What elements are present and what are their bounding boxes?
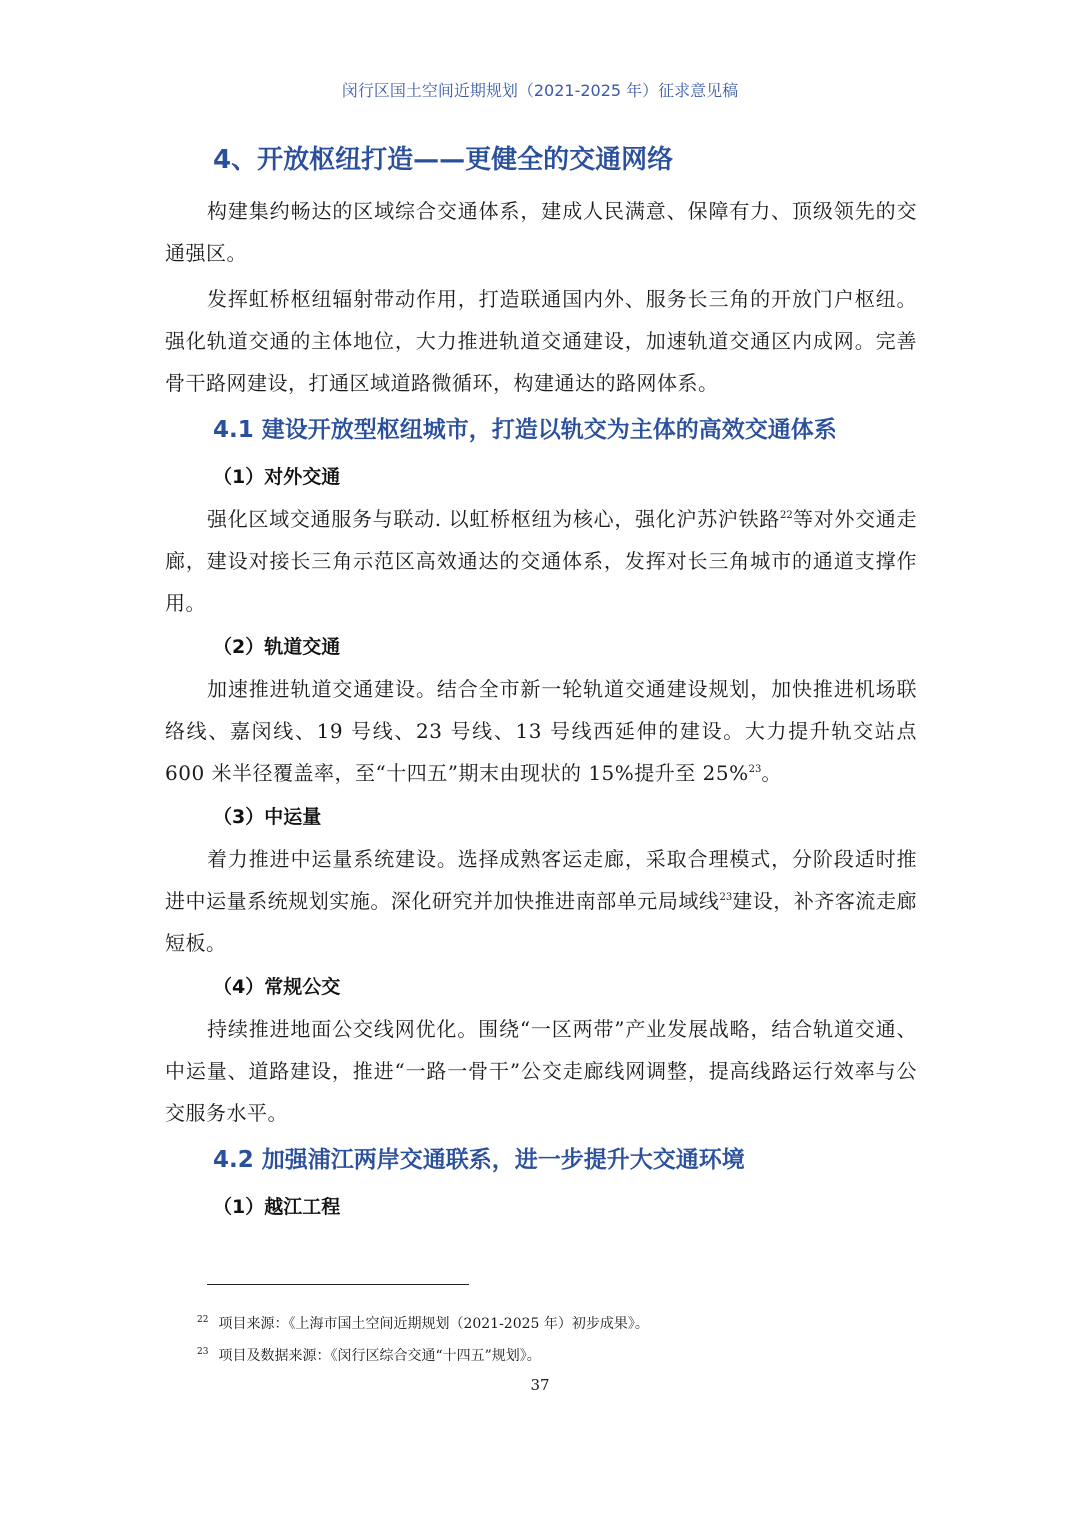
footnote-ref-23[interactable]: 23 bbox=[719, 892, 733, 903]
subsection-external-transport-title: （1）对外交通 bbox=[213, 466, 341, 488]
text-segment: 。 bbox=[761, 761, 782, 785]
subsection-external-transport-text bbox=[165, 498, 917, 624]
running-header: 闵行区国土空间近期规划（2021-2025 年）征求意见稿 bbox=[341, 81, 739, 100]
page-number: 37 bbox=[530, 1376, 550, 1394]
text-segment: 着力推进中运量系统建设。选择成熟客运走廊，采取合理模式，分阶段适时推进中运量系统规划实施。深化研究并加快推进南部单元局域线 bbox=[165, 847, 917, 913]
footnote-22 bbox=[197, 1308, 917, 1340]
section-4-title: 4、开放枢纽打造——更健全的交通网络 bbox=[213, 145, 674, 175]
text-segment: 加速推进轨道交通建设。结合全市新一轮轨道交通建设规划，加快推进机场联络线、嘉闵线、19 号线、23 号线、13 号线西延伸的建设。大力提升轨交站点 600 米半径覆盖率，至“十四五”期末由现状的 15%提升至 25% bbox=[165, 677, 917, 785]
footnote-ref-22[interactable]: 22 bbox=[780, 510, 793, 521]
subsection-rail-transit-title: （2）轨道交通 bbox=[213, 636, 341, 658]
footnotes bbox=[197, 1308, 917, 1372]
footnote-ref-23[interactable]: 23 bbox=[748, 764, 762, 775]
section-4-2-title: 4.2 加强浦江两岸交通联系，进一步提升大交通环境 bbox=[213, 1147, 745, 1173]
footnote-text: 项目来源：《上海市国土空间近期规划（2021-2025 年）初步成果》。 bbox=[218, 1316, 649, 1332]
text-segment: 等对外交通走廊，建设对接长三角示范区高效通达的交通体系，发挥对长三角城市的通道支撑作用。 bbox=[165, 507, 918, 615]
section-4-paragraph-1: 构建集约畅达的区域综合交通体系，建成人民满意、保障有力、顶级领先的交通强区。 bbox=[165, 199, 917, 265]
footnote-text: 项目及数据来源：《闵行区综合交通“十四五”规划》。 bbox=[218, 1348, 541, 1364]
subsection-bus-title: （4）常规公交 bbox=[213, 976, 341, 998]
subsection-bus-text: 持续推进地面公交线网优化。围绕“一区两带”产业发展战略，结合轨道交通、中运量、道路建设，推进“一路一骨干”公交走廊线网调整，提高线路运行效率与公交服务水平。 bbox=[165, 1017, 917, 1125]
subsection-medium-capacity-title: （3）中运量 bbox=[213, 806, 322, 828]
footnote-number: 22 bbox=[197, 1315, 209, 1325]
footnote-23 bbox=[197, 1340, 917, 1372]
subsection-rail-transit-text bbox=[165, 668, 917, 794]
section-4-paragraph-2: 发挥虹桥枢纽辐射带动作用，打造联通国内外、服务长三角的开放门户枢纽。强化轨道交通的主体地位，大力推进轨道交通建设，加速轨道交通区内成网。完善骨干路网建设，打通区域道路微循环，构建通达的路网体系。 bbox=[165, 287, 917, 395]
subsection-medium-capacity-text bbox=[165, 838, 917, 964]
section-4-1-title: 4.1 建设开放型枢纽城市，打造以轨交为主体的高效交通体系 bbox=[213, 417, 837, 443]
subsection-river-crossing-title: （1）越江工程 bbox=[213, 1196, 341, 1218]
footnote-divider bbox=[207, 1284, 469, 1285]
text-segment: 建设，补齐客流走廊短板。 bbox=[165, 889, 918, 955]
footnote-number: 23 bbox=[197, 1347, 209, 1357]
main-content bbox=[165, 138, 917, 1228]
text-segment: 强化区域交通服务与联动. 以虹桥枢纽为核心，强化沪苏沪铁路 bbox=[207, 507, 781, 531]
